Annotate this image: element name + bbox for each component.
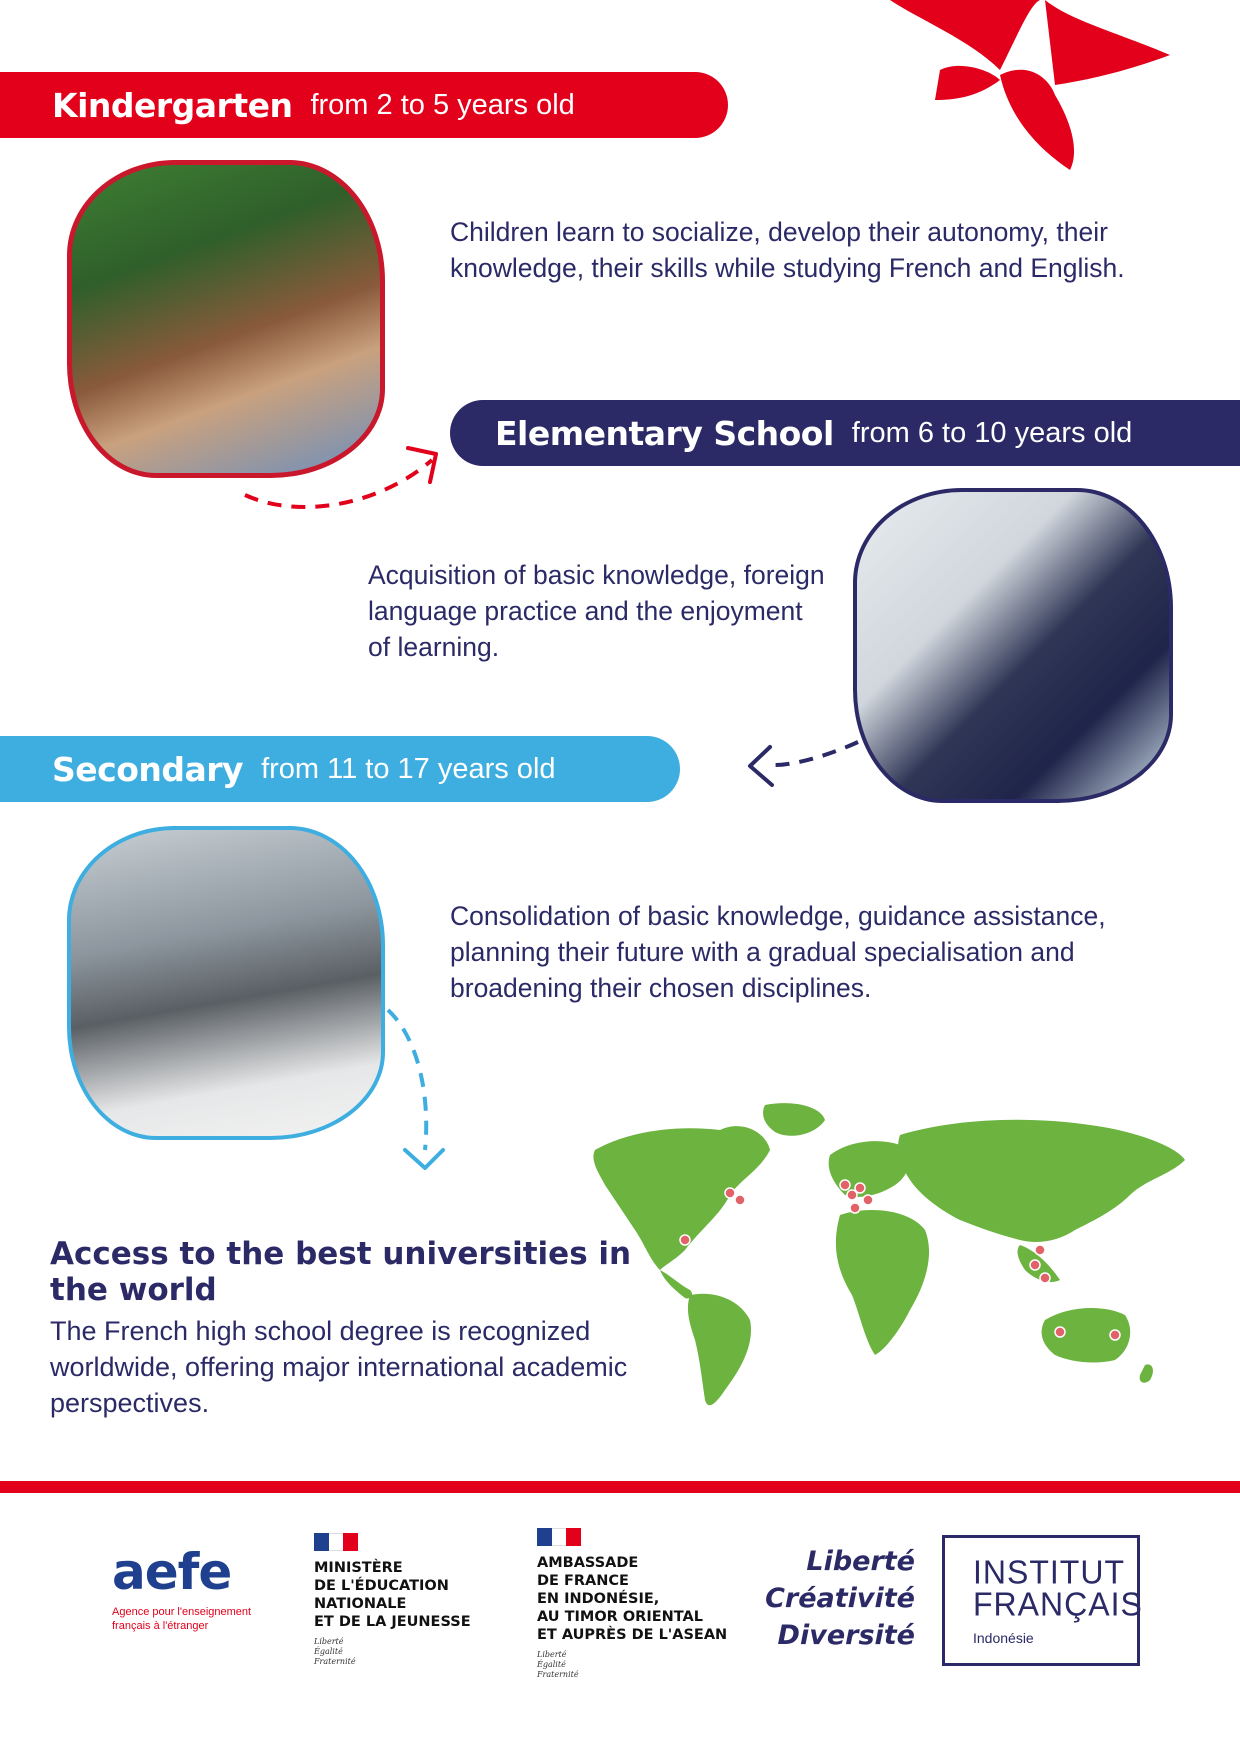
- aefe-tagline: Agence pour l'enseignement français à l'étranger: [112, 1606, 252, 1632]
- elementary-banner: [450, 400, 1240, 466]
- aefe-wordmark: aefe: [112, 1543, 232, 1601]
- elementary-title: Elementary School: [495, 413, 834, 453]
- elementary-photo: [853, 488, 1173, 803]
- map-pin: [840, 1180, 850, 1190]
- motto-fraternite: Fraternité: [314, 1657, 356, 1666]
- arrow-elementary-to-secondary: [775, 742, 858, 765]
- map-south-america: [688, 1294, 751, 1405]
- map-pin: [1040, 1273, 1050, 1283]
- map-pin: [1110, 1330, 1120, 1340]
- map-pin: [1035, 1245, 1045, 1255]
- kindergarten-title: Kindergarten: [52, 85, 293, 125]
- ministry-line: NATIONALE: [314, 1596, 407, 1612]
- french-flag-icon: [537, 1528, 581, 1546]
- map-central-america: [660, 1270, 692, 1298]
- institut-francais-logo: [942, 1535, 1143, 1666]
- embassy-line: ET AUPRÈS DE L'ASEAN: [537, 1627, 728, 1643]
- secondary-banner: [0, 736, 680, 802]
- red-flower-decoration: [880, 0, 1180, 175]
- map-pin: [680, 1235, 690, 1245]
- motto-liberte: Liberté: [537, 1650, 567, 1659]
- motto-egalite: Égalité: [537, 1660, 566, 1669]
- map-asia: [898, 1120, 1185, 1242]
- institut-word: INSTITUT: [973, 1553, 1125, 1591]
- map-pin: [1030, 1260, 1040, 1270]
- motto-fraternite: Fraternité: [537, 1670, 579, 1679]
- secondary-title: Secondary: [52, 749, 244, 789]
- french-flag-icon: [314, 1533, 358, 1551]
- arrow-secondary-head: [405, 1150, 443, 1168]
- ministry-line: ET DE LA JEUNESSE: [314, 1614, 471, 1630]
- universities-title: Access to the best universities in the world: [50, 1236, 632, 1308]
- ministry-motto: [314, 1637, 471, 1667]
- arrow-secondary-to-universities: [388, 1010, 426, 1150]
- motto-line: Liberté: [806, 1546, 915, 1577]
- universities-description: The French high school degree is recognized worldwide, offering major international academic perspectives.: [50, 1316, 628, 1418]
- secondary-age-range: from 11 to 17 years old: [261, 752, 556, 785]
- elementary-age-range: from 6 to 10 years old: [851, 416, 1133, 449]
- aefe-logo: [112, 1545, 252, 1633]
- elementary-description: Acquisition of basic knowledge, foreign language practice and the enjoyment of learning.: [368, 560, 825, 662]
- kindergarten-photo: [67, 160, 385, 478]
- embassy-line: DE FRANCE: [537, 1573, 629, 1589]
- map-pin: [1055, 1327, 1065, 1337]
- embassy-logo: [537, 1528, 727, 1680]
- map-greenland: [763, 1103, 825, 1136]
- kindergarten-banner: [0, 72, 728, 138]
- secondary-photo: [67, 826, 385, 1140]
- motto-liberte: Liberté: [314, 1637, 344, 1646]
- ministry-line: MINISTÈRE: [314, 1560, 403, 1576]
- motto-line: Créativité: [765, 1583, 915, 1614]
- ministry-line: DE L'ÉDUCATION: [314, 1578, 449, 1594]
- secondary-description: Consolidation of basic knowledge, guidance assistance, planning their future with a gradual specialisation and broadening their chosen disciplines.: [450, 901, 1106, 1003]
- arrow-elementary-head: [750, 747, 772, 785]
- map-pin: [850, 1203, 860, 1213]
- map-pin: [725, 1188, 735, 1198]
- arrow-kinder-head: [408, 448, 436, 482]
- francais-word: FRANÇAIS: [973, 1585, 1143, 1623]
- motto-line: Diversité: [777, 1620, 915, 1651]
- map-pin: [735, 1195, 745, 1205]
- kindergarten-age-range: from 2 to 5 years old: [310, 88, 575, 121]
- motto-egalite: Égalité: [314, 1647, 343, 1656]
- embassy-line: AU TIMOR ORIENTAL: [537, 1609, 704, 1625]
- map-pin: [863, 1195, 873, 1205]
- embassy-motto: [537, 1650, 727, 1680]
- map-pin: [855, 1183, 865, 1193]
- institut-motto: [750, 1543, 915, 1654]
- embassy-line: AMBASSADE: [537, 1555, 639, 1571]
- map-africa: [836, 1210, 929, 1355]
- ministry-logo: [314, 1533, 471, 1667]
- embassy-line: EN INDONÉSIE,: [537, 1591, 660, 1607]
- indonesie-label: Indonésie: [973, 1630, 1034, 1646]
- kindergarten-description: Children learn to socialize, develop their autonomy, their knowledge, their skills while studying French and English.: [450, 217, 1125, 283]
- world-map: [590, 1100, 1190, 1410]
- map-new-zealand: [1140, 1364, 1153, 1382]
- footer-divider: [0, 1481, 1240, 1493]
